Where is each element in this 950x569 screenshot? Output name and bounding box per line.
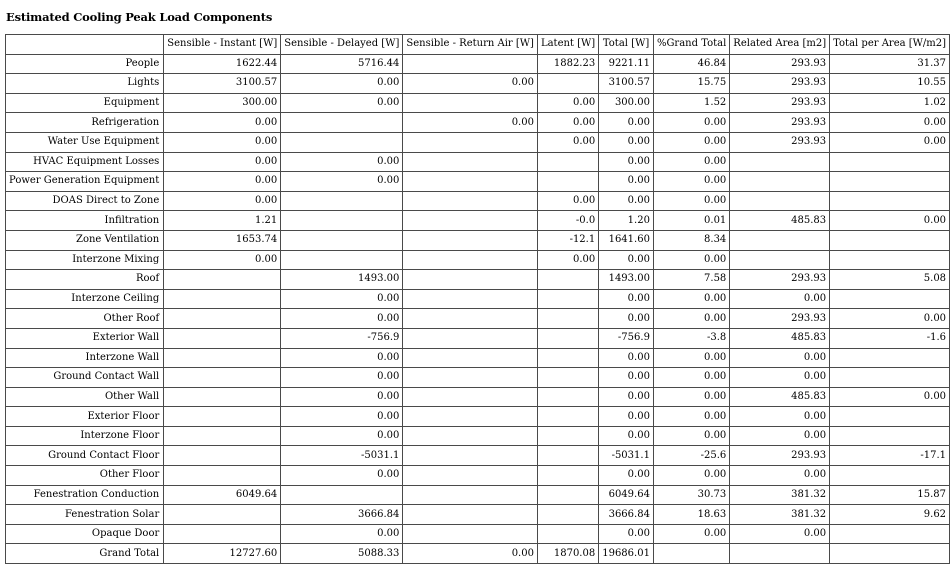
table-cell: 0.00 <box>281 466 403 486</box>
table-cell: 0.00 <box>730 289 830 309</box>
column-header: Related Area [m2] <box>730 35 830 55</box>
table-cell: 3100.57 <box>164 74 281 94</box>
table-cell: 0.00 <box>403 113 538 133</box>
table-row <box>6 328 950 348</box>
table-cell <box>403 407 538 427</box>
table-row <box>6 230 950 250</box>
table-cell: 7.58 <box>653 270 729 290</box>
table-cell: 0.00 <box>599 191 654 211</box>
table-cell <box>730 152 830 172</box>
table-cell: 6049.64 <box>599 485 654 505</box>
table-row <box>6 93 950 113</box>
table-cell: 485.83 <box>730 211 830 231</box>
table-cell: 0.00 <box>653 289 729 309</box>
row-label: Other Roof <box>6 309 164 329</box>
table-cell: 0.00 <box>830 211 950 231</box>
table-cell <box>164 387 281 407</box>
table-cell <box>281 113 403 133</box>
table-cell: 3666.84 <box>599 505 654 525</box>
table-cell <box>403 132 538 152</box>
table-cell: -3.8 <box>653 328 729 348</box>
row-label: People <box>6 54 164 74</box>
table-cell: 300.00 <box>164 93 281 113</box>
column-header: Sensible - Return Air [W] <box>403 35 538 55</box>
table-cell: 1.21 <box>164 211 281 231</box>
table-cell: 0.00 <box>599 387 654 407</box>
table-cell: 0.00 <box>599 289 654 309</box>
table-cell: 0.00 <box>599 368 654 388</box>
table-cell <box>281 211 403 231</box>
table-row <box>6 211 950 231</box>
row-label: Grand Total <box>6 544 164 564</box>
table-row <box>6 446 950 466</box>
table-cell <box>164 270 281 290</box>
table-cell: 0.00 <box>164 172 281 192</box>
table-cell <box>830 426 950 446</box>
table-cell <box>830 544 950 564</box>
table-cell: 1.52 <box>653 93 729 113</box>
table-cell: 1493.00 <box>281 270 403 290</box>
table-cell: 0.00 <box>164 113 281 133</box>
table-cell: -17.1 <box>830 446 950 466</box>
table-cell <box>403 485 538 505</box>
table-cell: 1.02 <box>830 93 950 113</box>
table-cell: 46.84 <box>653 54 729 74</box>
table-cell: 0.00 <box>537 191 598 211</box>
table-cell: 15.75 <box>653 74 729 94</box>
row-label: Interzone Mixing <box>6 250 164 270</box>
table-cell: 0.00 <box>281 426 403 446</box>
column-header: %Grand Total <box>653 35 729 55</box>
table-cell <box>830 152 950 172</box>
table-cell <box>281 230 403 250</box>
table-row <box>6 426 950 446</box>
row-label: DOAS Direct to Zone <box>6 191 164 211</box>
table-cell <box>537 368 598 388</box>
table-cell: 0.00 <box>281 74 403 94</box>
row-label: Water Use Equipment <box>6 132 164 152</box>
table-cell <box>403 270 538 290</box>
table-cell <box>537 328 598 348</box>
row-label: HVAC Equipment Losses <box>6 152 164 172</box>
table-cell: 0.00 <box>653 387 729 407</box>
table-cell: 485.83 <box>730 328 830 348</box>
table-cell: 1493.00 <box>599 270 654 290</box>
table-cell: 0.01 <box>653 211 729 231</box>
table-cell: 0.00 <box>599 152 654 172</box>
column-header: Latent [W] <box>537 35 598 55</box>
table-cell <box>830 368 950 388</box>
table-cell <box>403 387 538 407</box>
table-cell: 0.00 <box>653 172 729 192</box>
table-cell: 0.00 <box>599 466 654 486</box>
table-cell <box>164 368 281 388</box>
cooling-peak-load-table <box>5 34 950 564</box>
table-cell: 0.00 <box>599 407 654 427</box>
table-cell <box>281 250 403 270</box>
table-row <box>6 348 950 368</box>
table-cell: 0.00 <box>653 368 729 388</box>
table-cell: 0.00 <box>730 368 830 388</box>
table-cell: 0.00 <box>830 309 950 329</box>
table-cell: 0.00 <box>830 113 950 133</box>
table-cell: 1641.60 <box>599 230 654 250</box>
table-cell <box>281 191 403 211</box>
table-cell <box>537 485 598 505</box>
table-cell <box>403 524 538 544</box>
table-cell <box>403 309 538 329</box>
table-cell: 485.83 <box>730 387 830 407</box>
table-cell: 19686.01 <box>599 544 654 564</box>
table-cell: 0.00 <box>599 113 654 133</box>
table-cell <box>830 172 950 192</box>
table-row <box>6 309 950 329</box>
table-row <box>6 54 950 74</box>
table-cell: 0.00 <box>653 426 729 446</box>
table-cell <box>730 191 830 211</box>
table-cell: 0.00 <box>653 348 729 368</box>
table-row <box>6 191 950 211</box>
table-cell <box>403 446 538 466</box>
row-label: Interzone Wall <box>6 348 164 368</box>
table-cell: 8.34 <box>653 230 729 250</box>
table-cell <box>403 426 538 446</box>
table-cell: 0.00 <box>281 309 403 329</box>
table-cell <box>164 524 281 544</box>
table-cell: 1870.08 <box>537 544 598 564</box>
table-cell <box>164 407 281 427</box>
table-cell <box>653 544 729 564</box>
table-cell: 0.00 <box>537 250 598 270</box>
table-cell: 9.62 <box>830 505 950 525</box>
table-cell: 0.00 <box>653 466 729 486</box>
table-cell <box>403 368 538 388</box>
table-cell: 31.37 <box>830 54 950 74</box>
table-row <box>6 289 950 309</box>
table-cell: 293.93 <box>730 270 830 290</box>
table-row <box>6 250 950 270</box>
table-cell: 293.93 <box>730 309 830 329</box>
table-header-row <box>6 35 950 55</box>
table-cell: 293.93 <box>730 93 830 113</box>
table-cell <box>830 348 950 368</box>
table-cell: 0.00 <box>599 309 654 329</box>
row-label: Ground Contact Floor <box>6 446 164 466</box>
table-cell: 0.00 <box>164 152 281 172</box>
table-cell <box>403 211 538 231</box>
table-row <box>6 466 950 486</box>
table-cell: 12727.60 <box>164 544 281 564</box>
table-cell <box>164 328 281 348</box>
table-cell <box>164 289 281 309</box>
table-cell: 0.00 <box>281 387 403 407</box>
column-header: Total [W] <box>599 35 654 55</box>
row-label: Exterior Floor <box>6 407 164 427</box>
table-cell <box>403 172 538 192</box>
row-label: Exterior Wall <box>6 328 164 348</box>
table-cell: 0.00 <box>164 250 281 270</box>
table-cell <box>403 191 538 211</box>
row-label: Infiltration <box>6 211 164 231</box>
table-cell <box>403 152 538 172</box>
table-cell: 10.55 <box>830 74 950 94</box>
table-cell <box>537 387 598 407</box>
table-cell: 0.00 <box>537 93 598 113</box>
table-cell: 6049.64 <box>164 485 281 505</box>
table-cell: -25.6 <box>653 446 729 466</box>
row-label: Equipment <box>6 93 164 113</box>
table-cell <box>830 524 950 544</box>
table-cell <box>830 230 950 250</box>
table-cell: 3100.57 <box>599 74 654 94</box>
table-cell: 300.00 <box>599 93 654 113</box>
table-cell <box>164 309 281 329</box>
table-cell: 0.00 <box>281 368 403 388</box>
table-cell <box>281 132 403 152</box>
table-cell <box>730 172 830 192</box>
table-cell: -5031.1 <box>599 446 654 466</box>
table-cell: 0.00 <box>281 407 403 427</box>
table-cell: 18.63 <box>653 505 729 525</box>
table-row <box>6 113 950 133</box>
table-cell: 1.20 <box>599 211 654 231</box>
table-cell <box>730 230 830 250</box>
table-cell: 1653.74 <box>164 230 281 250</box>
table-cell: 0.00 <box>281 93 403 113</box>
table-cell: 0.00 <box>653 191 729 211</box>
table-cell: -0.0 <box>537 211 598 231</box>
table-cell: 0.00 <box>730 466 830 486</box>
table-cell: 1882.23 <box>537 54 598 74</box>
table-row <box>6 74 950 94</box>
column-header: Total per Area [W/m2] <box>830 35 950 55</box>
row-label: Power Generation Equipment <box>6 172 164 192</box>
table-cell: 381.32 <box>730 505 830 525</box>
table-cell: 0.00 <box>653 524 729 544</box>
table-cell: -1.6 <box>830 328 950 348</box>
table-cell: 3666.84 <box>281 505 403 525</box>
table-row <box>6 387 950 407</box>
table-cell <box>403 250 538 270</box>
table-cell <box>537 446 598 466</box>
table-row <box>6 485 950 505</box>
table-cell <box>537 309 598 329</box>
row-label: Refrigeration <box>6 113 164 133</box>
table-cell: 0.00 <box>599 250 654 270</box>
table-cell: 0.00 <box>653 250 729 270</box>
table-cell <box>730 250 830 270</box>
table-cell <box>537 407 598 427</box>
table-cell: 0.00 <box>653 152 729 172</box>
table-cell <box>830 407 950 427</box>
table-cell <box>830 250 950 270</box>
table-cell: 0.00 <box>164 191 281 211</box>
table-cell <box>537 466 598 486</box>
row-label: Ground Contact Wall <box>6 368 164 388</box>
corner-cell <box>6 35 164 55</box>
table-cell <box>537 348 598 368</box>
table-cell: 0.00 <box>830 387 950 407</box>
row-label: Roof <box>6 270 164 290</box>
table-cell: 9221.11 <box>599 54 654 74</box>
table-cell <box>403 466 538 486</box>
table-cell: 0.00 <box>730 524 830 544</box>
row-label: Fenestration Solar <box>6 505 164 525</box>
table-cell: 15.87 <box>830 485 950 505</box>
table-cell <box>403 505 538 525</box>
table-cell: 0.00 <box>403 544 538 564</box>
table-cell: -12.1 <box>537 230 598 250</box>
table-cell <box>537 74 598 94</box>
table-cell <box>830 289 950 309</box>
table-cell <box>403 289 538 309</box>
table-cell: 0.00 <box>164 132 281 152</box>
table-cell: 0.00 <box>281 524 403 544</box>
table-cell: 0.00 <box>281 289 403 309</box>
row-label: Lights <box>6 74 164 94</box>
table-cell <box>164 505 281 525</box>
table-cell <box>730 544 830 564</box>
table-cell: 381.32 <box>730 485 830 505</box>
table-row <box>6 524 950 544</box>
table-cell: 293.93 <box>730 446 830 466</box>
table-cell: 293.93 <box>730 54 830 74</box>
table-row <box>6 132 950 152</box>
table-cell <box>537 270 598 290</box>
table-cell <box>164 466 281 486</box>
table-cell: 0.00 <box>653 309 729 329</box>
table-cell <box>403 230 538 250</box>
table-cell: -756.9 <box>599 328 654 348</box>
table-cell <box>164 426 281 446</box>
table-cell: 0.00 <box>537 132 598 152</box>
table-cell: 0.00 <box>281 172 403 192</box>
table-cell: 0.00 <box>537 113 598 133</box>
table-row <box>6 407 950 427</box>
table-row <box>6 270 950 290</box>
row-label: Zone Ventilation <box>6 230 164 250</box>
table-cell <box>830 466 950 486</box>
table-row <box>6 368 950 388</box>
table-cell <box>830 191 950 211</box>
table-cell: 0.00 <box>730 348 830 368</box>
table-cell: -5031.1 <box>281 446 403 466</box>
table-cell: -756.9 <box>281 328 403 348</box>
table-row <box>6 152 950 172</box>
table-cell <box>537 152 598 172</box>
table-cell <box>403 348 538 368</box>
table-cell <box>164 446 281 466</box>
table-cell: 0.00 <box>599 524 654 544</box>
table-row <box>6 172 950 192</box>
table-cell: 0.00 <box>599 426 654 446</box>
table-cell: 0.00 <box>653 407 729 427</box>
table-cell: 5.08 <box>830 270 950 290</box>
table-cell: 0.00 <box>653 113 729 133</box>
table-cell: 0.00 <box>599 172 654 192</box>
column-header: Sensible - Delayed [W] <box>281 35 403 55</box>
table-cell <box>281 485 403 505</box>
table-cell <box>403 93 538 113</box>
table-cell <box>537 524 598 544</box>
table-cell <box>403 54 538 74</box>
table-cell: 293.93 <box>730 132 830 152</box>
row-label: Interzone Ceiling <box>6 289 164 309</box>
table-cell: 0.00 <box>599 348 654 368</box>
table-cell: 0.00 <box>830 132 950 152</box>
table-cell: 5716.44 <box>281 54 403 74</box>
table-cell: 0.00 <box>281 348 403 368</box>
table-cell <box>537 172 598 192</box>
table-cell: 0.00 <box>730 407 830 427</box>
table-cell: 0.00 <box>281 152 403 172</box>
table-row <box>6 544 950 564</box>
table-cell: 0.00 <box>599 132 654 152</box>
table-cell <box>537 426 598 446</box>
table-cell: 5088.33 <box>281 544 403 564</box>
table-cell <box>537 289 598 309</box>
table-cell <box>403 328 538 348</box>
table-cell: 293.93 <box>730 74 830 94</box>
table-row <box>6 505 950 525</box>
table-cell <box>164 348 281 368</box>
column-header: Sensible - Instant [W] <box>164 35 281 55</box>
table-cell: 0.00 <box>730 426 830 446</box>
table-cell: 0.00 <box>653 132 729 152</box>
table-cell: 0.00 <box>403 74 538 94</box>
table-cell: 30.73 <box>653 485 729 505</box>
table-cell <box>537 505 598 525</box>
table-body <box>6 54 950 563</box>
row-label: Interzone Floor <box>6 426 164 446</box>
row-label: Opaque Door <box>6 524 164 544</box>
row-label: Other Wall <box>6 387 164 407</box>
row-label: Fenestration Conduction <box>6 485 164 505</box>
row-label: Other Floor <box>6 466 164 486</box>
table-cell: 293.93 <box>730 113 830 133</box>
report-title: Estimated Cooling Peak Load Components <box>6 10 273 24</box>
table-cell: 1622.44 <box>164 54 281 74</box>
